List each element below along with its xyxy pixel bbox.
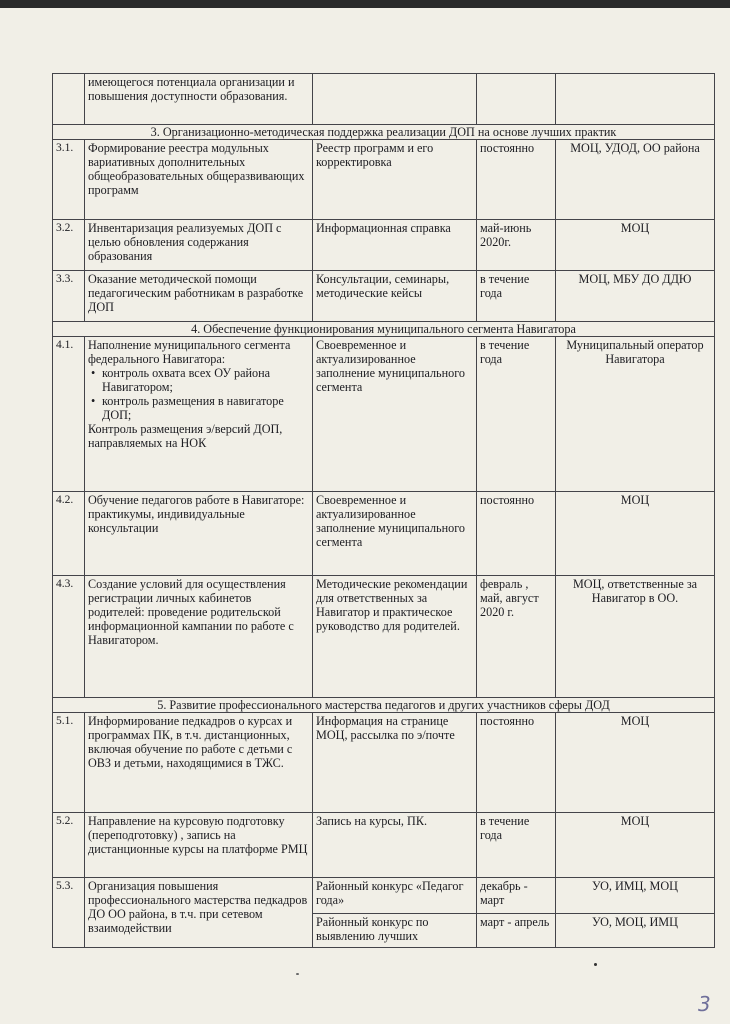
row-number: 5.2. (53, 813, 85, 878)
activity-cell: Оказание методической помощи педагогическим работникам в разработке ДОП (85, 271, 313, 322)
responsible-cell: Муниципальный оператор Навигатора (556, 337, 715, 492)
row-number: 3.2. (53, 220, 85, 271)
term-cell (477, 74, 556, 125)
responsible-cell (556, 74, 715, 125)
term-cell: в течение года (477, 337, 556, 492)
responsible-cell: МОЦ (556, 713, 715, 813)
section-heading-row (53, 125, 715, 140)
result-cell: Методические рекомендации для ответственных за Навигатор и практическое руководство для родителей. (313, 576, 477, 698)
row-number: 4.1. (53, 337, 85, 492)
plan-table (52, 73, 715, 948)
result-cell: Информационная справка (313, 220, 477, 271)
activity-intro: Наполнение муниципального сегмента федерального Навигатора: (88, 338, 291, 366)
table-row (53, 220, 715, 271)
term-cell: в течение года (477, 271, 556, 322)
section-heading-row (53, 322, 715, 337)
term-cell: постоянно (477, 140, 556, 220)
activity-cell: Информирование педкадров о курсах и программах ПК, в т.ч. дистанционных, включая обучение по работе с детьми с ОВЗ и детьми, находящимися в ТЖС. (85, 713, 313, 813)
activity-cell: Создание условий для осуществления регистрации личных кабинетов родителей: проведение родительской информационной кампании по работе с Навигатором. (85, 576, 313, 698)
row-number: 5.1. (53, 713, 85, 813)
row-number: 5.3. (53, 878, 85, 948)
responsible-cell: МОЦ, ответственные за Навигатор в ОО. (556, 576, 715, 698)
row-number: 3.1. (53, 140, 85, 220)
result-cell (313, 74, 477, 125)
list-item: • контроль размещения в навигаторе ДОП; (102, 394, 309, 422)
plan-table-body (53, 74, 715, 948)
term-cell: постоянно (477, 492, 556, 576)
page-number: 3 (698, 992, 711, 1016)
table-row (53, 337, 715, 492)
row-number: 4.3. (53, 576, 85, 698)
table-row (53, 492, 715, 576)
activity-outro: Контроль размещения э/версий ДОП, направляемых на НОК (88, 422, 283, 450)
activity-cell: Формирование реестра модульных вариативных дополнительных общеобразовательных общеразвивающих программ (85, 140, 313, 220)
scan-top-edge (0, 0, 730, 8)
result-cell: Реестр программ и его корректировка (313, 140, 477, 220)
table-row (53, 576, 715, 698)
activity-cell: Обучение педагогов работе в Навигаторе: практикумы, индивидуальные консультации (85, 492, 313, 576)
section-heading-row (53, 698, 715, 713)
result-cell: Запись на курсы, ПК. (313, 813, 477, 878)
section-heading: 5. Развитие профессионального мастерства педагогов и других участников сферы ДОД (53, 698, 715, 713)
term-cell: март - апрель (477, 914, 556, 948)
term-cell: февраль , май, август 2020 г. (477, 576, 556, 698)
result-cell: Своевременное и актуализированное заполнение муниципального сегмента (313, 492, 477, 576)
list-item: • контроль охвата всех ОУ района Навигатором; (102, 366, 309, 394)
result-cell: Районный конкурс «Педагог года» (313, 878, 477, 914)
activity-cell (85, 337, 313, 492)
scan-speck (594, 963, 597, 966)
term-cell: постоянно (477, 713, 556, 813)
responsible-cell: УО, МОЦ, ИМЦ (556, 914, 715, 948)
scan-speck (296, 973, 299, 975)
responsible-cell: УО, ИМЦ, МОЦ (556, 878, 715, 914)
responsible-cell: МОЦ (556, 492, 715, 576)
responsible-cell: МОЦ, МБУ ДО ДДЮ (556, 271, 715, 322)
table-row (53, 271, 715, 322)
activity-cell: Инвентаризация реализуемых ДОП с целью обновления содержания образования (85, 220, 313, 271)
row-number: 3.3. (53, 271, 85, 322)
term-cell: в течение года (477, 813, 556, 878)
term-cell: декабрь - март (477, 878, 556, 914)
result-cell: Своевременное и актуализированное заполнение муниципального сегмента (313, 337, 477, 492)
activity-cell: имеющегося потенциала организации и повышения доступности образования. (85, 74, 313, 125)
table-row (53, 140, 715, 220)
responsible-cell: МОЦ (556, 813, 715, 878)
section-heading: 4. Обеспечение функционирования муниципального сегмента Навигатора (53, 322, 715, 337)
result-cell: Консультации, семинары, методические кейсы (313, 271, 477, 322)
table-row (53, 74, 715, 125)
table-row (53, 813, 715, 878)
result-cell: Районный конкурс по выявлению лучших (313, 914, 477, 948)
table-row (53, 713, 715, 813)
section-heading: 3. Организационно-методическая поддержка реализации ДОП на основе лучших практик (53, 125, 715, 140)
result-cell: Информация на странице МОЦ, рассылка по э/почте (313, 713, 477, 813)
activity-bullet-list (88, 366, 309, 422)
activity-cell: Организация повышения профессионального мастерства педкадров ДО ОО района, в т.ч. при сетевом взаимодействии (85, 878, 313, 948)
table-row (53, 878, 715, 914)
term-cell: май-июнь 2020г. (477, 220, 556, 271)
row-number: 4.2. (53, 492, 85, 576)
row-number (53, 74, 85, 125)
responsible-cell: МОЦ, УДОД, ОО района (556, 140, 715, 220)
activity-cell: Направление на курсовую подготовку (переподготовку) , запись на дистанционные курсы на платформе РМЦ (85, 813, 313, 878)
responsible-cell: МОЦ (556, 220, 715, 271)
